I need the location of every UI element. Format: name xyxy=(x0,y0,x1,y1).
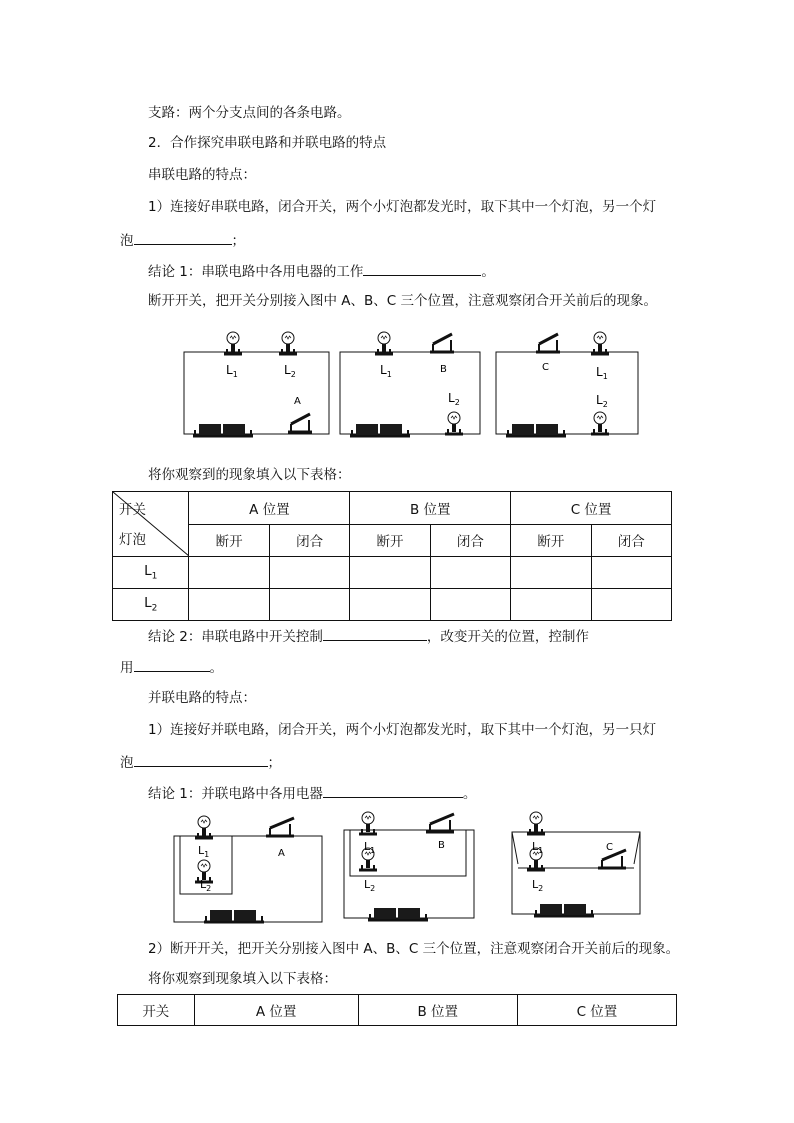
label-A: A xyxy=(278,848,285,859)
answer-cell[interactable] xyxy=(430,557,510,589)
answer-blank[interactable] xyxy=(363,261,481,276)
series-conclusion-2 xyxy=(148,626,589,646)
answer-cell[interactable] xyxy=(591,589,671,621)
series-question-1: 1）连接好串联电路，闭合开关，两个小灯泡都发光时，取下其中一个灯泡，另一个灯 xyxy=(148,199,657,215)
parallel-conclusion-1 xyxy=(148,783,476,803)
parallel-question-1: 1）连接好并联电路，闭合开关，两个小灯泡都发光时，取下其中一个灯泡，另一只灯 xyxy=(148,722,657,738)
position-header: A 位置 xyxy=(194,995,358,1026)
table-corner xyxy=(113,492,189,557)
label-L1: $L_1$ xyxy=(596,365,608,381)
series-title: 串联电路的特点： xyxy=(148,167,256,183)
row-label: $L_2$ xyxy=(113,589,189,621)
answer-cell[interactable] xyxy=(511,557,591,589)
state-header: 闭合 xyxy=(430,524,510,557)
text: 结论 2：串联电路中开关控制 xyxy=(148,629,323,645)
answer-cell[interactable] xyxy=(430,589,510,621)
answer-cell[interactable] xyxy=(269,557,349,589)
state-header: 闭合 xyxy=(269,524,349,557)
text: ，改变开关的位置，控制作 xyxy=(426,629,589,645)
answer-cell[interactable] xyxy=(189,557,269,589)
text: 。 xyxy=(462,786,477,802)
corner-bulb-label: 灯泡 xyxy=(119,532,146,548)
label-L2: $L_2$ xyxy=(596,393,608,409)
label-C: C xyxy=(542,362,549,373)
label-L2: $L_2$ xyxy=(284,363,296,379)
series-question-1-cont xyxy=(120,230,245,250)
answer-cell[interactable] xyxy=(269,589,349,621)
state-header: 断开 xyxy=(511,524,591,557)
label-L2: $L_2$ xyxy=(200,878,212,893)
text: ； xyxy=(231,233,245,249)
text: ； xyxy=(267,755,281,771)
answer-blank[interactable] xyxy=(134,657,210,672)
branch-definition: 支路：两个分支点间的各条电路。 xyxy=(148,105,351,121)
position-header: A 位置 xyxy=(189,492,350,525)
parallel-instruction: 2）断开开关，把开关分别接入图中 A、B、C 三个位置，注意观察闭合开关前后的现象。 xyxy=(148,941,680,957)
parallel-observation-table xyxy=(117,994,677,1026)
text: 用 xyxy=(120,660,134,676)
label-L1: $L_1$ xyxy=(226,363,238,379)
label-A: A xyxy=(294,396,301,407)
parallel-circuits-svg xyxy=(170,808,670,928)
label-B: B xyxy=(440,364,447,375)
series-circuit-figures xyxy=(178,328,678,444)
text: 。 xyxy=(481,264,495,280)
series-conclusion-2-cont xyxy=(120,657,223,677)
answer-blank[interactable] xyxy=(323,626,427,641)
answer-cell[interactable] xyxy=(591,557,671,589)
answer-cell[interactable] xyxy=(511,589,591,621)
text: 结论 1：并联电路中各用电器 xyxy=(148,786,323,802)
series-conclusion-1 xyxy=(148,261,495,281)
text: 。 xyxy=(209,660,223,676)
answer-cell[interactable] xyxy=(350,557,430,589)
parallel-circuit-figures xyxy=(170,808,670,932)
answer-blank[interactable] xyxy=(134,752,268,767)
position-header: B 位置 xyxy=(358,995,517,1026)
series-circuits-svg xyxy=(178,328,678,440)
table-intro-2: 将你观察到现象填入以下表格： xyxy=(148,971,337,987)
label-L1: $L_1$ xyxy=(380,363,392,379)
row-label: $L_1$ xyxy=(113,557,189,589)
label-L1: $L_1$ xyxy=(532,840,544,855)
state-header: 断开 xyxy=(350,524,430,557)
label-L1: $L_1$ xyxy=(198,844,210,859)
answer-cell[interactable] xyxy=(350,589,430,621)
answer-blank[interactable] xyxy=(134,230,232,245)
series-instruction: 断开开关，把开关分别接入图中 A、B、C 三个位置，注意观察闭合开关前后的现象。 xyxy=(148,293,658,309)
table-row xyxy=(113,589,672,621)
label-L1: $L_1$ xyxy=(364,840,376,855)
state-header: 断开 xyxy=(189,524,269,557)
position-header: C 位置 xyxy=(517,995,676,1026)
parallel-question-1-cont xyxy=(120,752,281,772)
label-L2: $L_2$ xyxy=(364,878,376,893)
label-C: C xyxy=(606,842,613,853)
table-row xyxy=(113,557,672,589)
text: 结论 1：串联电路中各用电器的工作 xyxy=(148,264,364,280)
parallel-title: 并联电路的特点： xyxy=(148,690,256,706)
label-L2: $L_2$ xyxy=(448,391,460,407)
position-header: B 位置 xyxy=(350,492,511,525)
label-L2: $L_2$ xyxy=(532,878,544,893)
text: 泡 xyxy=(120,755,134,771)
table-corner: 开关 xyxy=(118,995,195,1026)
answer-cell[interactable] xyxy=(189,589,269,621)
text: 泡 xyxy=(120,233,134,249)
state-header: 闭合 xyxy=(591,524,671,557)
label-B: B xyxy=(438,840,445,851)
corner-switch-label: 开关 xyxy=(119,502,146,518)
position-header: C 位置 xyxy=(511,492,672,525)
section-heading: 2．合作探究串联电路和并联电路的特点 xyxy=(148,135,387,151)
table-intro-1: 将你观察到的现象填入以下表格： xyxy=(148,467,351,483)
answer-blank[interactable] xyxy=(323,783,463,798)
series-observation-table xyxy=(112,491,672,621)
